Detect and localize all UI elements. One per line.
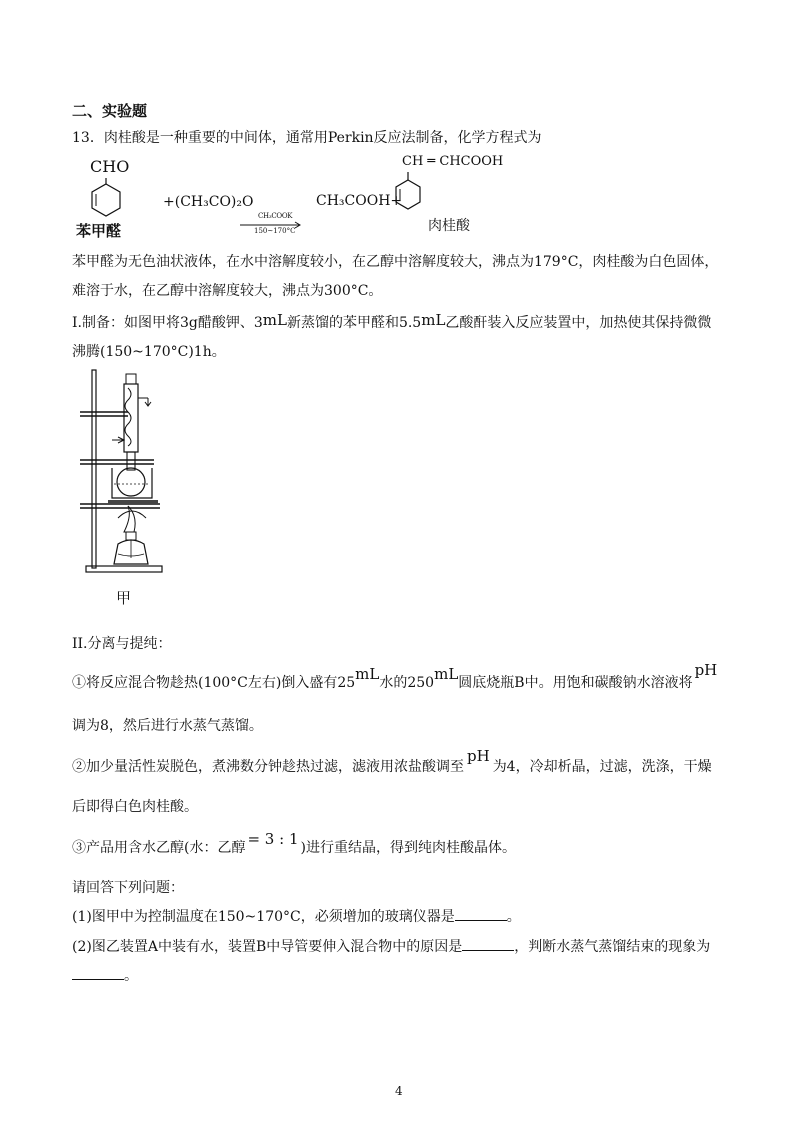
benzaldehyde-cho-label: CHO: [90, 157, 130, 176]
separation-step-3: ③产品用含水乙醇(水：乙醇 = 3 : 1 )进行重结晶，得到纯肉桂酸晶体。: [72, 830, 516, 856]
answer-prompt: 请回答下列问题：: [72, 880, 184, 896]
separation-step-1-line-1: ①将反应混合物趁热(100°C左右)倒入盛有25mL水的250mL圆底烧瓶B中。用饱和碳酸钠水溶液将pH: [72, 661, 718, 691]
section-title: 二、实验题: [72, 102, 148, 120]
acetic-anhydride: +(CH₃CO)₂O: [163, 194, 254, 210]
preparation-line-1: I.制备：如图甲将3g醋酸钾、3mL新蒸馏的苯甲醛和5.5mL乙酸酐装入反应装置中，加热使其保持微微: [72, 311, 712, 331]
catalyst-label: CH₃COOK: [258, 212, 293, 220]
condition-label: 150~170°C: [254, 227, 296, 235]
answer-blank-3[interactable]: [72, 965, 124, 980]
separation-step-2-line-2: 后即得白色肉桂酸。: [72, 799, 198, 815]
answer-blank-1[interactable]: [455, 906, 507, 921]
product-side-chain: CH ═ CHCOOH: [402, 154, 504, 169]
benzaldehyde-name: 苯甲醛: [76, 222, 122, 240]
properties-line-2: 难溶于水，在乙醇中溶解度较大，沸点为300°C。: [72, 283, 383, 299]
acetic-acid: CH₃COOH+: [316, 193, 403, 209]
figure-label-jia: 甲: [116, 589, 132, 607]
properties-line-1: 苯甲醛为无色油状液体，在水中溶解度较小，在乙醇中溶解度较大，沸点为179°C，肉桂酸为白色固体，: [72, 254, 719, 270]
question-2-continued: 。: [72, 965, 138, 986]
separation-title: II.分离与提纯：: [72, 636, 172, 652]
page-number: 4: [395, 1084, 403, 1098]
question-2: (2)图乙装置A中装有水，装置B中导管要伸入混合物中的原因是 ，判断水蒸气蒸馏结束的现象为: [72, 936, 710, 957]
reflux-apparatus-figure: [78, 368, 168, 578]
separation-step-1-line-2: 调为8，然后进行水蒸气蒸馏。: [72, 718, 263, 734]
question-1: (1)图甲中为控制温度在150~170°C，必须增加的玻璃仪器是 。: [72, 906, 521, 927]
question-13-intro: 13．肉桂酸是一种重要的中间体，通常用Perkin反应法制备，化学方程式为: [72, 130, 542, 146]
benzaldehyde-ring: [84, 178, 124, 220]
cinnamic-acid-name: 肉桂酸: [428, 218, 470, 234]
cinnamic-acid-ring: [392, 172, 426, 216]
separation-step-2-line-1: ②加少量活性炭脱色，煮沸数分钟趁热过滤，滤液用浓盐酸调至pH为4，冷却析晶，过滤，洗涤，干燥: [72, 747, 712, 775]
answer-blank-2[interactable]: [462, 936, 514, 951]
preparation-line-2: 沸腾(150~170°C)1h。: [72, 344, 226, 360]
